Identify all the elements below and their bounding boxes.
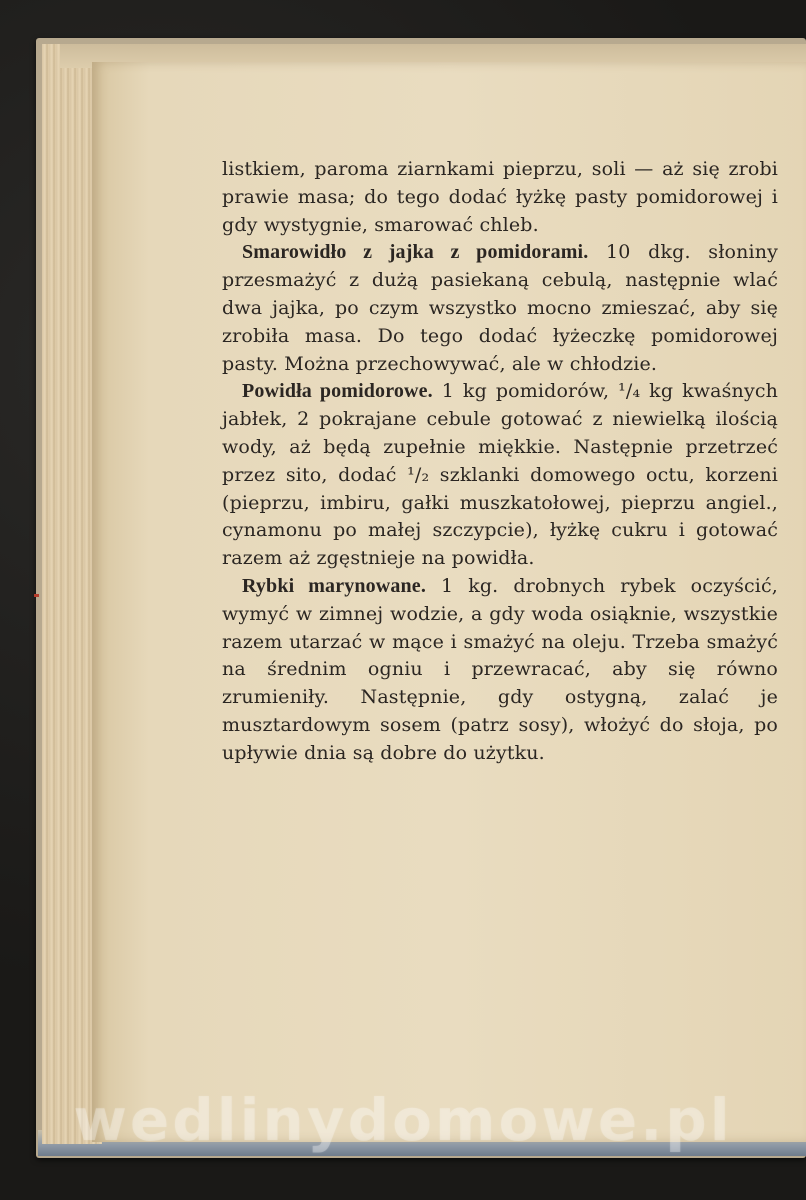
recipe-heading: Smarowidło z jajka z pomidorami. (242, 241, 589, 264)
recipe-paragraph (222, 573, 778, 768)
recipe-text: 1 kg pomidorów, ¹/₄ kg kwaśnych jabłek, 2 pokrajane cebule gotować z niewielką ilością wody, aż będą zupełnie miękkie. Następnie przetrzeć przez sito, dodać ¹/₂ szklanki domowego octu, korzeni (pieprzu, imbiru, gałki muszkatołowej, pieprzu angiel., cynamonu po małej szczypcie), łyżkę cukru i gotować razem aż zgęstnieje na powidła. (222, 380, 779, 570)
recipe-paragraph (222, 378, 778, 573)
page-text (222, 156, 778, 768)
recipe-heading: Powidła pomidorowe. (242, 380, 433, 403)
recipe-heading: Rybki marynowane. (242, 574, 426, 597)
recipe-text: 1 kg. drobnych rybek oczyścić, wymyć w zimnej wodzie, a gdy woda osiąknie, wszystkie razem utarzać w mące i smażyć na oleju. Trzeba smażyć na średnim ogniu i przewracać, aby się równo zrumieniły. Następnie, gdy ostygną, zalać je musztardowym sosem (patrz sosy), włożyć do słoja, po upływie dnia są dobre do użytku. (222, 574, 779, 764)
red-mark (34, 594, 39, 597)
recipe-text: 10 dkg. słoniny przesmażyć z dużą pasiekaną cebulą, następnie wlać dwa jajka, po czym wszystko mocno zmieszać, aby się zrobiła masa. Do tego dodać łyżeczkę pomidorowej pasty. Można przechowywać, ale w chłodzie. (222, 241, 778, 375)
paragraph-continuation (222, 156, 778, 239)
paragraph-text: listkiem, paroma ziarnkami pieprzu, soli — aż się zrobi prawie masa; do tego dodać łyżkę pasty pomidorowej i gdy wystygnie, smarować chleb. (222, 158, 778, 236)
watermark: wedlinydomowe.pl (73, 1086, 733, 1154)
recipe-paragraph (222, 239, 778, 378)
